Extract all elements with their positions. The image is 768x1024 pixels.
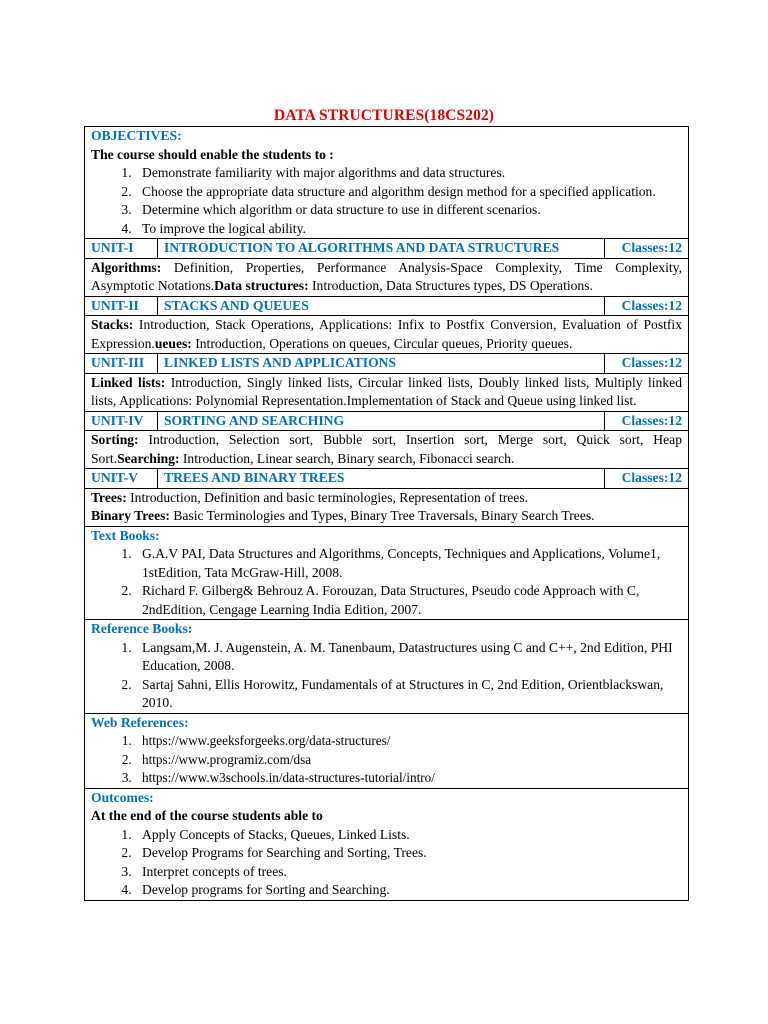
unit-content [85, 373, 689, 411]
outcomes-heading: Outcomes: [91, 789, 154, 805]
web-references-cell [85, 713, 689, 788]
binary-trees-line [91, 507, 682, 526]
unit-title: SORTING AND SEARCHING [158, 411, 605, 431]
objectives-cell [85, 127, 689, 239]
unit-title: TREES AND BINARY TREES [158, 469, 605, 489]
web-references-list [91, 732, 682, 788]
text-book-item: 2. Richard F. Gilberg& Behrouz A. Forouzan, Data Structures, Pseudo code Approach with C, 2ndEdition, Cengage Learning India Edition, 2007. [135, 582, 682, 619]
outcomes-intro: At the end of the course students able to [91, 808, 323, 823]
outcome-item: 1. Apply Concepts of Stacks, Queues, Linked Lists. [135, 826, 682, 845]
unit-header-row [85, 354, 689, 374]
unit-code: UNIT-II [85, 296, 158, 316]
topic-text: Introduction, Data Structures types, DS Operations. [308, 278, 593, 293]
unit-code: UNIT-I [85, 239, 158, 259]
topic-text: Basic Terminologies and Types, Binary Tree Traversals, Binary Search Trees. [169, 508, 595, 523]
unit-header-row [85, 411, 689, 431]
topic-label: Searching: [117, 450, 180, 466]
text-books-list [91, 545, 682, 619]
unit-classes: Classes:12 [604, 469, 688, 489]
text-books-cell [85, 526, 689, 620]
topic-label: Data structures: [214, 278, 309, 293]
topic-label: Trees: [91, 489, 127, 505]
topic-text: Introduction, Singly linked lists, Circular linked lists, Doubly linked lists, Multiply linked lists, Applications: Polynomial Representation.Implementation of Stack and Queue using linked list. [91, 374, 682, 408]
unit-header-row [85, 296, 689, 316]
outcome-item: 2. Develop Programs for Searching and Sorting, Trees. [135, 844, 682, 863]
text-book-item: 1. G.A.V PAI, Data Structures and Algorithms, Concepts, Techniques and Applications, Volume1, 1stEdition, Tata McGraw-Hill, 2008. [135, 545, 682, 582]
unit-content [85, 488, 689, 526]
reference-books-cell [85, 620, 689, 714]
objectives-intro: The course should enable the students to : [91, 146, 334, 162]
topic-label: Linked lists: [91, 374, 166, 390]
topic-label: Algorithms: [91, 259, 162, 275]
unit-code: UNIT-III [85, 354, 158, 374]
web-reference-link[interactable]: 3. https://www.w3schools.in/data-structures-tutorial/intro/ [135, 769, 682, 788]
objective-item: 4. To improve the logical ability. [135, 220, 682, 239]
web-references-heading: Web References: [91, 714, 189, 730]
unit-title: INTRODUCTION TO ALGORITHMS AND DATA STRUCTURES [158, 239, 605, 259]
unit-content-row [85, 373, 689, 411]
unit-content [85, 431, 689, 469]
outcome-item: 3. Interpret concepts of trees. [135, 863, 682, 882]
topic-text: Introduction, Definition and basic terminologies, Representation of trees. [126, 489, 529, 505]
unit-title: STACKS AND QUEUES [158, 296, 605, 316]
reference-books-list [91, 639, 682, 713]
outcomes-cell [85, 788, 689, 900]
topic-label: Stacks: [91, 317, 134, 332]
topic-text: Definition, Properties, Performance Analysis-Space Complexity, Time Complexity, Asymptotic Notations. [91, 259, 682, 293]
web-reference-link[interactable]: 1. https://www.geeksforgeeks.org/data-structures/ [135, 732, 682, 751]
reference-books-row [85, 620, 689, 714]
unit-header-row [85, 469, 689, 489]
topic-text: Introduction, Stack Operations, Applications: Infix to Postfix Conversion, Evaluation of Postfix Expression. [91, 317, 682, 351]
unit-content-row [85, 258, 689, 296]
unit-classes: Classes:12 [604, 411, 688, 431]
objective-item: 2. Choose the appropriate data structure and algorithm design method for a specified application. [135, 183, 682, 202]
reference-book-item: 1. Langsam,M. J. Augenstein, A. M. Tanenbaum, Datastructures using C and C++, 2nd Edition, PHI Education, 2008. [135, 639, 682, 676]
web-reference-link[interactable]: 2. https://www.programiz.com/dsa [135, 751, 682, 770]
unit-content-row [85, 488, 689, 526]
document-title: DATA STRUCTURES(18CS202) [273, 107, 495, 124]
trees-line [91, 489, 682, 508]
topic-label: ueues: [154, 335, 192, 351]
topic-label: Binary Trees: [91, 508, 170, 523]
unit-code: UNIT-V [85, 469, 158, 489]
unit-content [85, 316, 689, 354]
objective-item: 1. Demonstrate familiarity with major algorithms and data structures. [135, 164, 682, 183]
unit-code: UNIT-IV [85, 411, 158, 431]
web-references-row [85, 713, 689, 788]
text-books-row [85, 526, 689, 620]
unit-classes: Classes:12 [604, 239, 688, 259]
text-books-heading: Text Books: [91, 527, 160, 543]
topic-text: Introduction, Linear search, Binary search, Fibonacci search. [179, 450, 515, 466]
topic-text: Introduction, Operations on queues, Circular queues, Priority queues. [191, 335, 573, 351]
objectives-heading: OBJECTIVES: [91, 128, 182, 143]
unit-classes: Classes:12 [604, 354, 688, 374]
objective-item: 3. Determine which algorithm or data structure to use in different scenarios. [135, 201, 682, 220]
syllabus-table [84, 126, 689, 901]
unit-classes: Classes:12 [604, 296, 688, 316]
unit-title: LINKED LISTS AND APPLICATIONS [158, 354, 605, 374]
topic-text: Introduction, Selection sort, Bubble sort, Insertion sort, Merge sort, Quick sort, Heap Sort. [91, 432, 682, 466]
objectives-list [91, 164, 682, 238]
reference-books-heading: Reference Books: [91, 621, 193, 636]
unit-content-row [85, 316, 689, 354]
objectives-row [85, 127, 689, 239]
outcomes-row [85, 788, 689, 900]
unit-header-row [85, 239, 689, 259]
topic-label: Sorting: [91, 432, 139, 447]
outcome-item: 4. Develop programs for Sorting and Searching. [135, 881, 682, 900]
outcomes-list [91, 826, 682, 900]
unit-content-row [85, 431, 689, 469]
unit-content [85, 258, 689, 296]
reference-book-item: 2. Sartaj Sahni, Ellis Horowitz, Fundamentals of at Structures in C, 2nd Edition, Orientblackswan, 2010. [135, 676, 682, 713]
